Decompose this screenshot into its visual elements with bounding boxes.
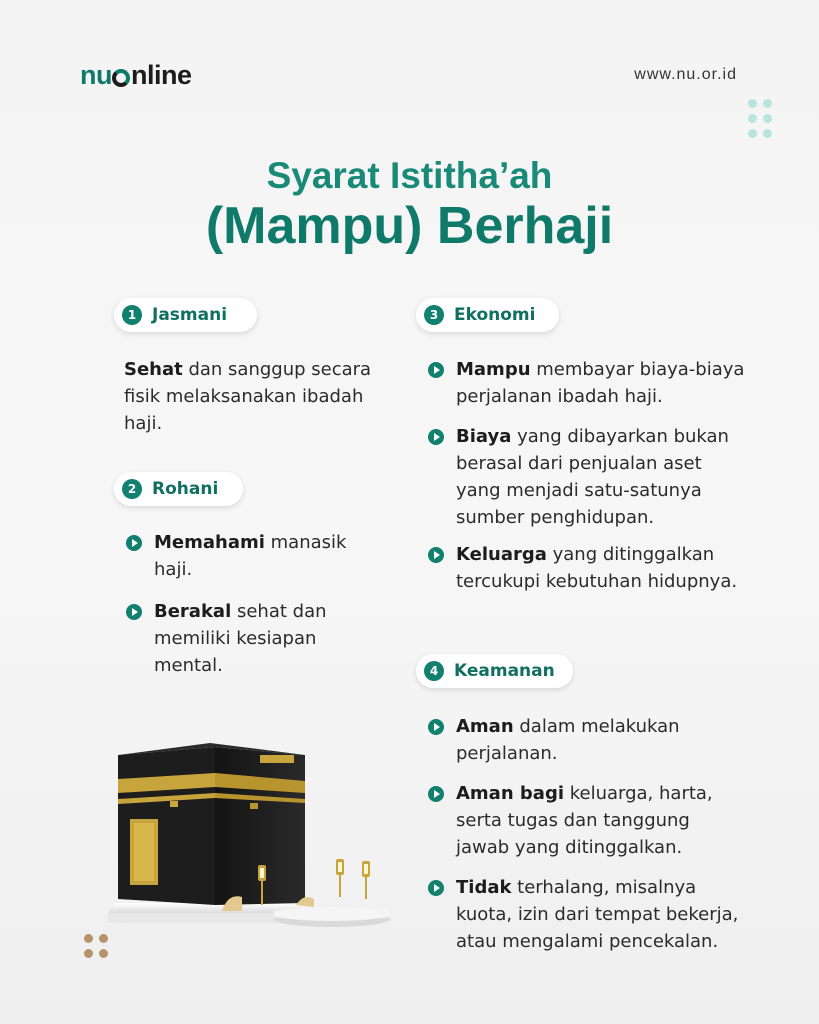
- play-bullet-icon: [126, 535, 142, 551]
- play-bullet-icon: [428, 429, 444, 445]
- ekonomi-item: Keluarga yang ditinggalkan tercukupi kebutuhan hidupnya.: [428, 541, 748, 595]
- section-label: Ekonomi: [454, 305, 536, 325]
- ekonomi-item: Mampu membayar biaya-biaya perjalanan ibadah haji.: [428, 356, 748, 410]
- decorative-dots-top: [748, 99, 772, 138]
- section-label: Jasmani: [152, 305, 228, 325]
- rohani-item: Berakal sehat dan memiliki kesiapan mental.: [126, 598, 376, 679]
- section-pill-jasmani: [114, 298, 257, 332]
- section-pill-ekonomi: [416, 298, 559, 332]
- keamanan-item: Aman dalam melakukan perjalanan.: [428, 713, 748, 767]
- rohani-item: Memahami manasik haji.: [126, 529, 376, 583]
- play-bullet-icon: [428, 880, 444, 896]
- section-number: 1: [122, 305, 142, 325]
- section-pill-keamanan: [416, 654, 573, 688]
- play-bullet-icon: [428, 786, 444, 802]
- keamanan-item: Tidak terhalang, misalnya kuota, izin dari tempat bekerja, atau mengalami pencekalan.: [428, 874, 748, 955]
- section-pill-rohani: [114, 472, 243, 506]
- section-label: Keamanan: [454, 661, 555, 681]
- play-bullet-icon: [428, 547, 444, 563]
- section-label: Rohani: [152, 479, 219, 499]
- section-number: 3: [424, 305, 444, 325]
- section-number: 4: [424, 661, 444, 681]
- play-bullet-icon: [428, 362, 444, 378]
- play-bullet-icon: [428, 719, 444, 735]
- website-url: www.nu.or.id: [634, 66, 737, 83]
- ekonomi-item: Biaya yang dibayarkan bukan berasal dari penjualan aset yang menjadi satu-satunya sumber penghidupan.: [428, 423, 748, 531]
- decorative-dots-bottom: [84, 934, 108, 958]
- logo-o-mark: [112, 69, 130, 87]
- keamanan-item: Aman bagi keluarga, harta, serta tugas dan tanggung jawab yang ditinggalkan.: [428, 780, 748, 861]
- title-line-2: (Mampu) Berhaji: [205, 197, 614, 255]
- section-number: 2: [122, 479, 142, 499]
- jasmani-text: Sehat dan sanggup secara fisik melaksanakan ibadah haji.: [124, 359, 372, 434]
- play-bullet-icon: [126, 604, 142, 620]
- title-line-1: Syarat Istitha’ah: [266, 155, 553, 196]
- nu-online-logo: nu nline: [80, 60, 192, 90]
- kaaba-illustration: [100, 735, 400, 940]
